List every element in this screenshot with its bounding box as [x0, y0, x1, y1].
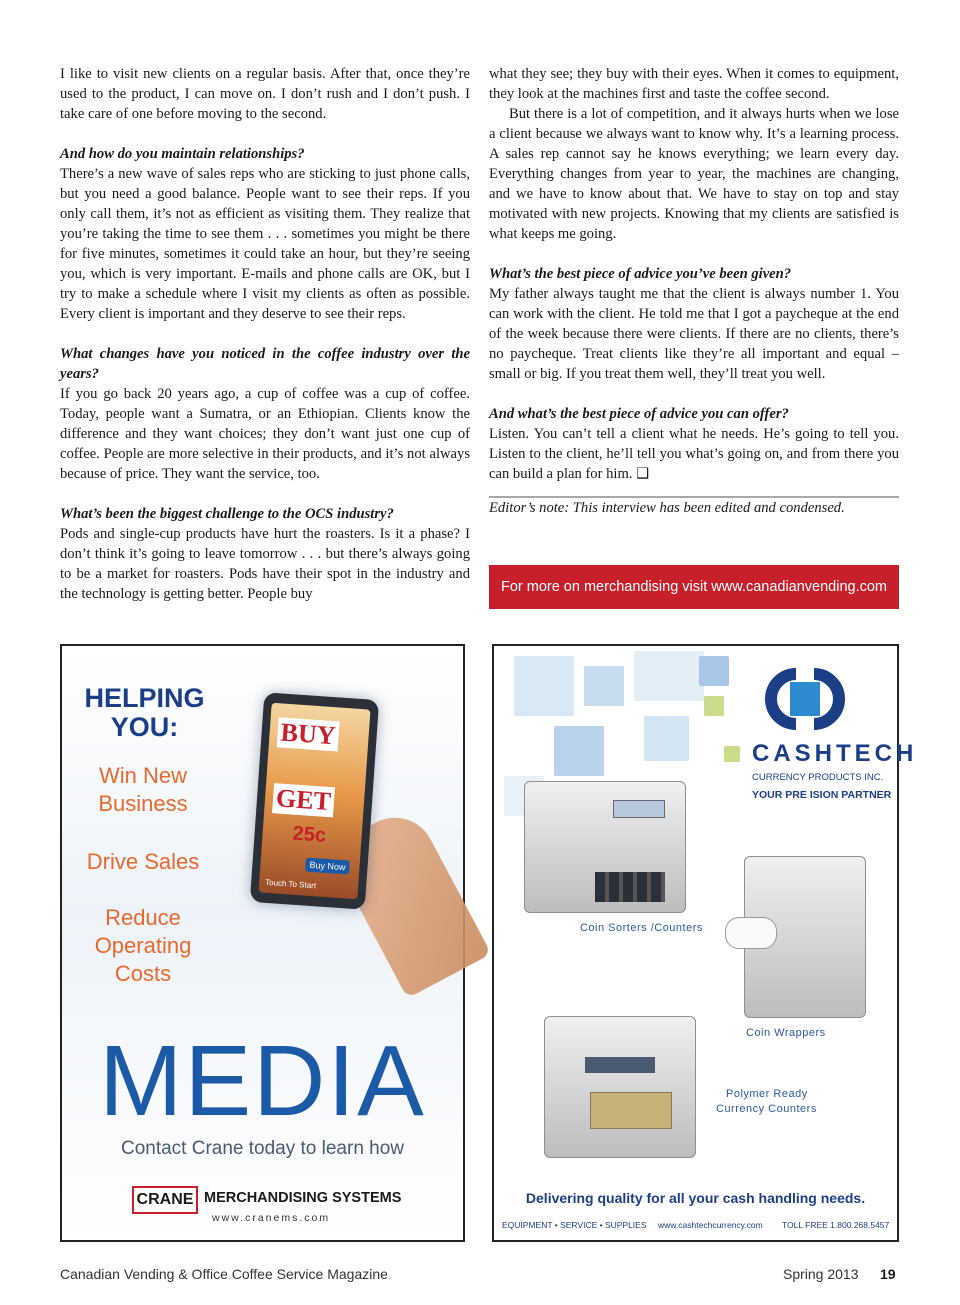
cashtech-name: CASHTECH: [752, 740, 918, 767]
screen-buy-text: BUY: [277, 717, 340, 751]
crane-advertisement[interactable]: [60, 644, 465, 1242]
caption-currency-counters: Currency Counters: [716, 1103, 817, 1115]
paragraph: what they see; they buy with their eyes. When it comes to equipment, they look at the machines first and taste the coffee second.: [489, 66, 899, 102]
crane-logo: CRANE: [132, 1186, 198, 1214]
paragraph: Listen. You can’t tell a client what he needs. He’s going to tell you. Listen to the client, he’ll tell you what’s going on, and from there you can build a plan for him. ❑: [489, 426, 899, 482]
cashtech-subtitle: CURRENCY PRODUCTS INC.: [752, 772, 884, 783]
article-column-right: [489, 64, 899, 518]
paragraph: My father always taught me that the client is always number 1. You can work with the client. He told me that I got a paycheque at the end of the week because there were clients. If there are no clients, there’s no paycheque. Treat clients like they’re all important and equal – small or big. If you treat them well, they’ll treat you well.: [489, 286, 899, 382]
currency-counter-image: [544, 1016, 696, 1158]
ad-headline: HELPING YOU:: [84, 683, 205, 742]
question-heading: What’s been the biggest challenge to the OCS industry?: [60, 506, 394, 522]
cashtech-slogan: Delivering quality for all your cash handling needs.: [525, 1190, 866, 1206]
website-banner-link[interactable]: For more on merchandising visit www.canadianvending.com: [489, 565, 899, 609]
publication-name: Canadian Vending & Office Coffee Service Magazine: [60, 1266, 388, 1282]
screen-touch-text: Touch To Start: [264, 877, 317, 891]
ad-contact-line: Contact Crane today to learn how: [120, 1138, 405, 1159]
cashtech-advertisement[interactable]: [492, 644, 918, 1242]
cashtech-logo-icon: [750, 668, 860, 730]
ad-point: Operating: [94, 933, 192, 958]
ad-point: Drive Sales: [86, 849, 200, 874]
cashtech-phone: TOLL FREE 1.800.268.5457: [782, 1220, 890, 1230]
ad-media-title: MEDIA: [99, 1025, 426, 1137]
caption-polymer-ready: Polymer Ready: [726, 1088, 808, 1100]
tablet-screen: [258, 703, 370, 899]
screen-price-text: 25c: [291, 822, 327, 847]
screen-get-text: GET: [272, 783, 335, 817]
question-heading: And what’s the best piece of advice you can offer?: [489, 406, 789, 422]
paragraph: But there is a lot of competition, and it always hurts when we lose a client because we always want to know why. It’s a learning process. A sales rep cannot say he knows everything; we learn every day. Everything changes from year to year, the machines are changing, and we have to know about that. We have to stay on top and stay motivated with new projects. Knowing that my clients are satisfied is what keeps me going.: [489, 106, 899, 242]
ad-point: Win New: [98, 763, 187, 788]
question-heading: And how do you maintain relationships?: [60, 146, 305, 162]
editor-note: Editor’s note: This interview has been edited and condensed.: [489, 500, 845, 516]
question-heading: What changes have you noticed in the coffee industry over the years?: [60, 346, 470, 382]
question-heading: What’s the best piece of advice you’ve been given?: [489, 266, 792, 282]
article-column-left: [60, 64, 470, 604]
cashtech-url[interactable]: www.cashtechcurrency.com: [658, 1220, 763, 1230]
coin-sorter-image: [524, 781, 686, 913]
crane-url: www.cranems.com: [212, 1212, 331, 1224]
ad-point: Reduce: [105, 905, 181, 930]
page-number: 19: [880, 1266, 896, 1282]
screen-buy-now-button: Buy Now: [305, 858, 350, 875]
issue-date: Spring 2013: [783, 1266, 859, 1282]
ad-point: Costs: [114, 961, 172, 986]
paragraph: If you go back 20 years ago, a cup of coffee was a cup of coffee. Today, people want a Sumatra, or an Ethiopian. Clients know the difference and they want choices; they don’t want just one cup of coffee. People are more selective in their products, and it’s not always because of price. They want the service, too.: [60, 386, 470, 482]
paragraph: There’s a new wave of sales reps who are sticking to just phone calls, but you need a good balance. People want to see their reps. If you only call them, it’s not as efficient as visiting them. They realize that you’re taking the time to see them . . . sometimes you might be there for five minutes, sometimes it could take an hour, but they’re seeing you, which is very important. E-mails and phone calls are OK, but I try to make a schedule where I visit my clients as often as possible. Every client is important and they deserve to see their reps.: [60, 166, 470, 322]
crane-company-name: MERCHANDISING SYSTEMS: [204, 1190, 402, 1206]
coin-wrapper-image: [744, 856, 866, 1018]
caption-coin-sorters: Coin Sorters /Counters: [580, 922, 703, 934]
paragraph: I like to visit new clients on a regular basis. After that, once they’re used to the product, I can move on. I don’t rush and I don’t push. I take care of one before moving to the second.: [60, 66, 470, 122]
cashtech-tagline: YOUR PRE ISION PARTNER: [752, 789, 892, 801]
paragraph: Pods and single-cup products have hurt the roasters. Is it a phase? I don’t think it’s going to leave tomorrow . . . but there’s always going to be a market for roasters. Pods have their spot in the industry and the technology is getting better. People buy: [60, 526, 470, 602]
ad-point: Business: [98, 791, 188, 816]
vending-tablet-image: [250, 692, 379, 910]
cashtech-services: EQUIPMENT • SERVICE • SUPPLIES: [502, 1220, 647, 1230]
caption-coin-wrappers: Coin Wrappers: [746, 1027, 826, 1039]
